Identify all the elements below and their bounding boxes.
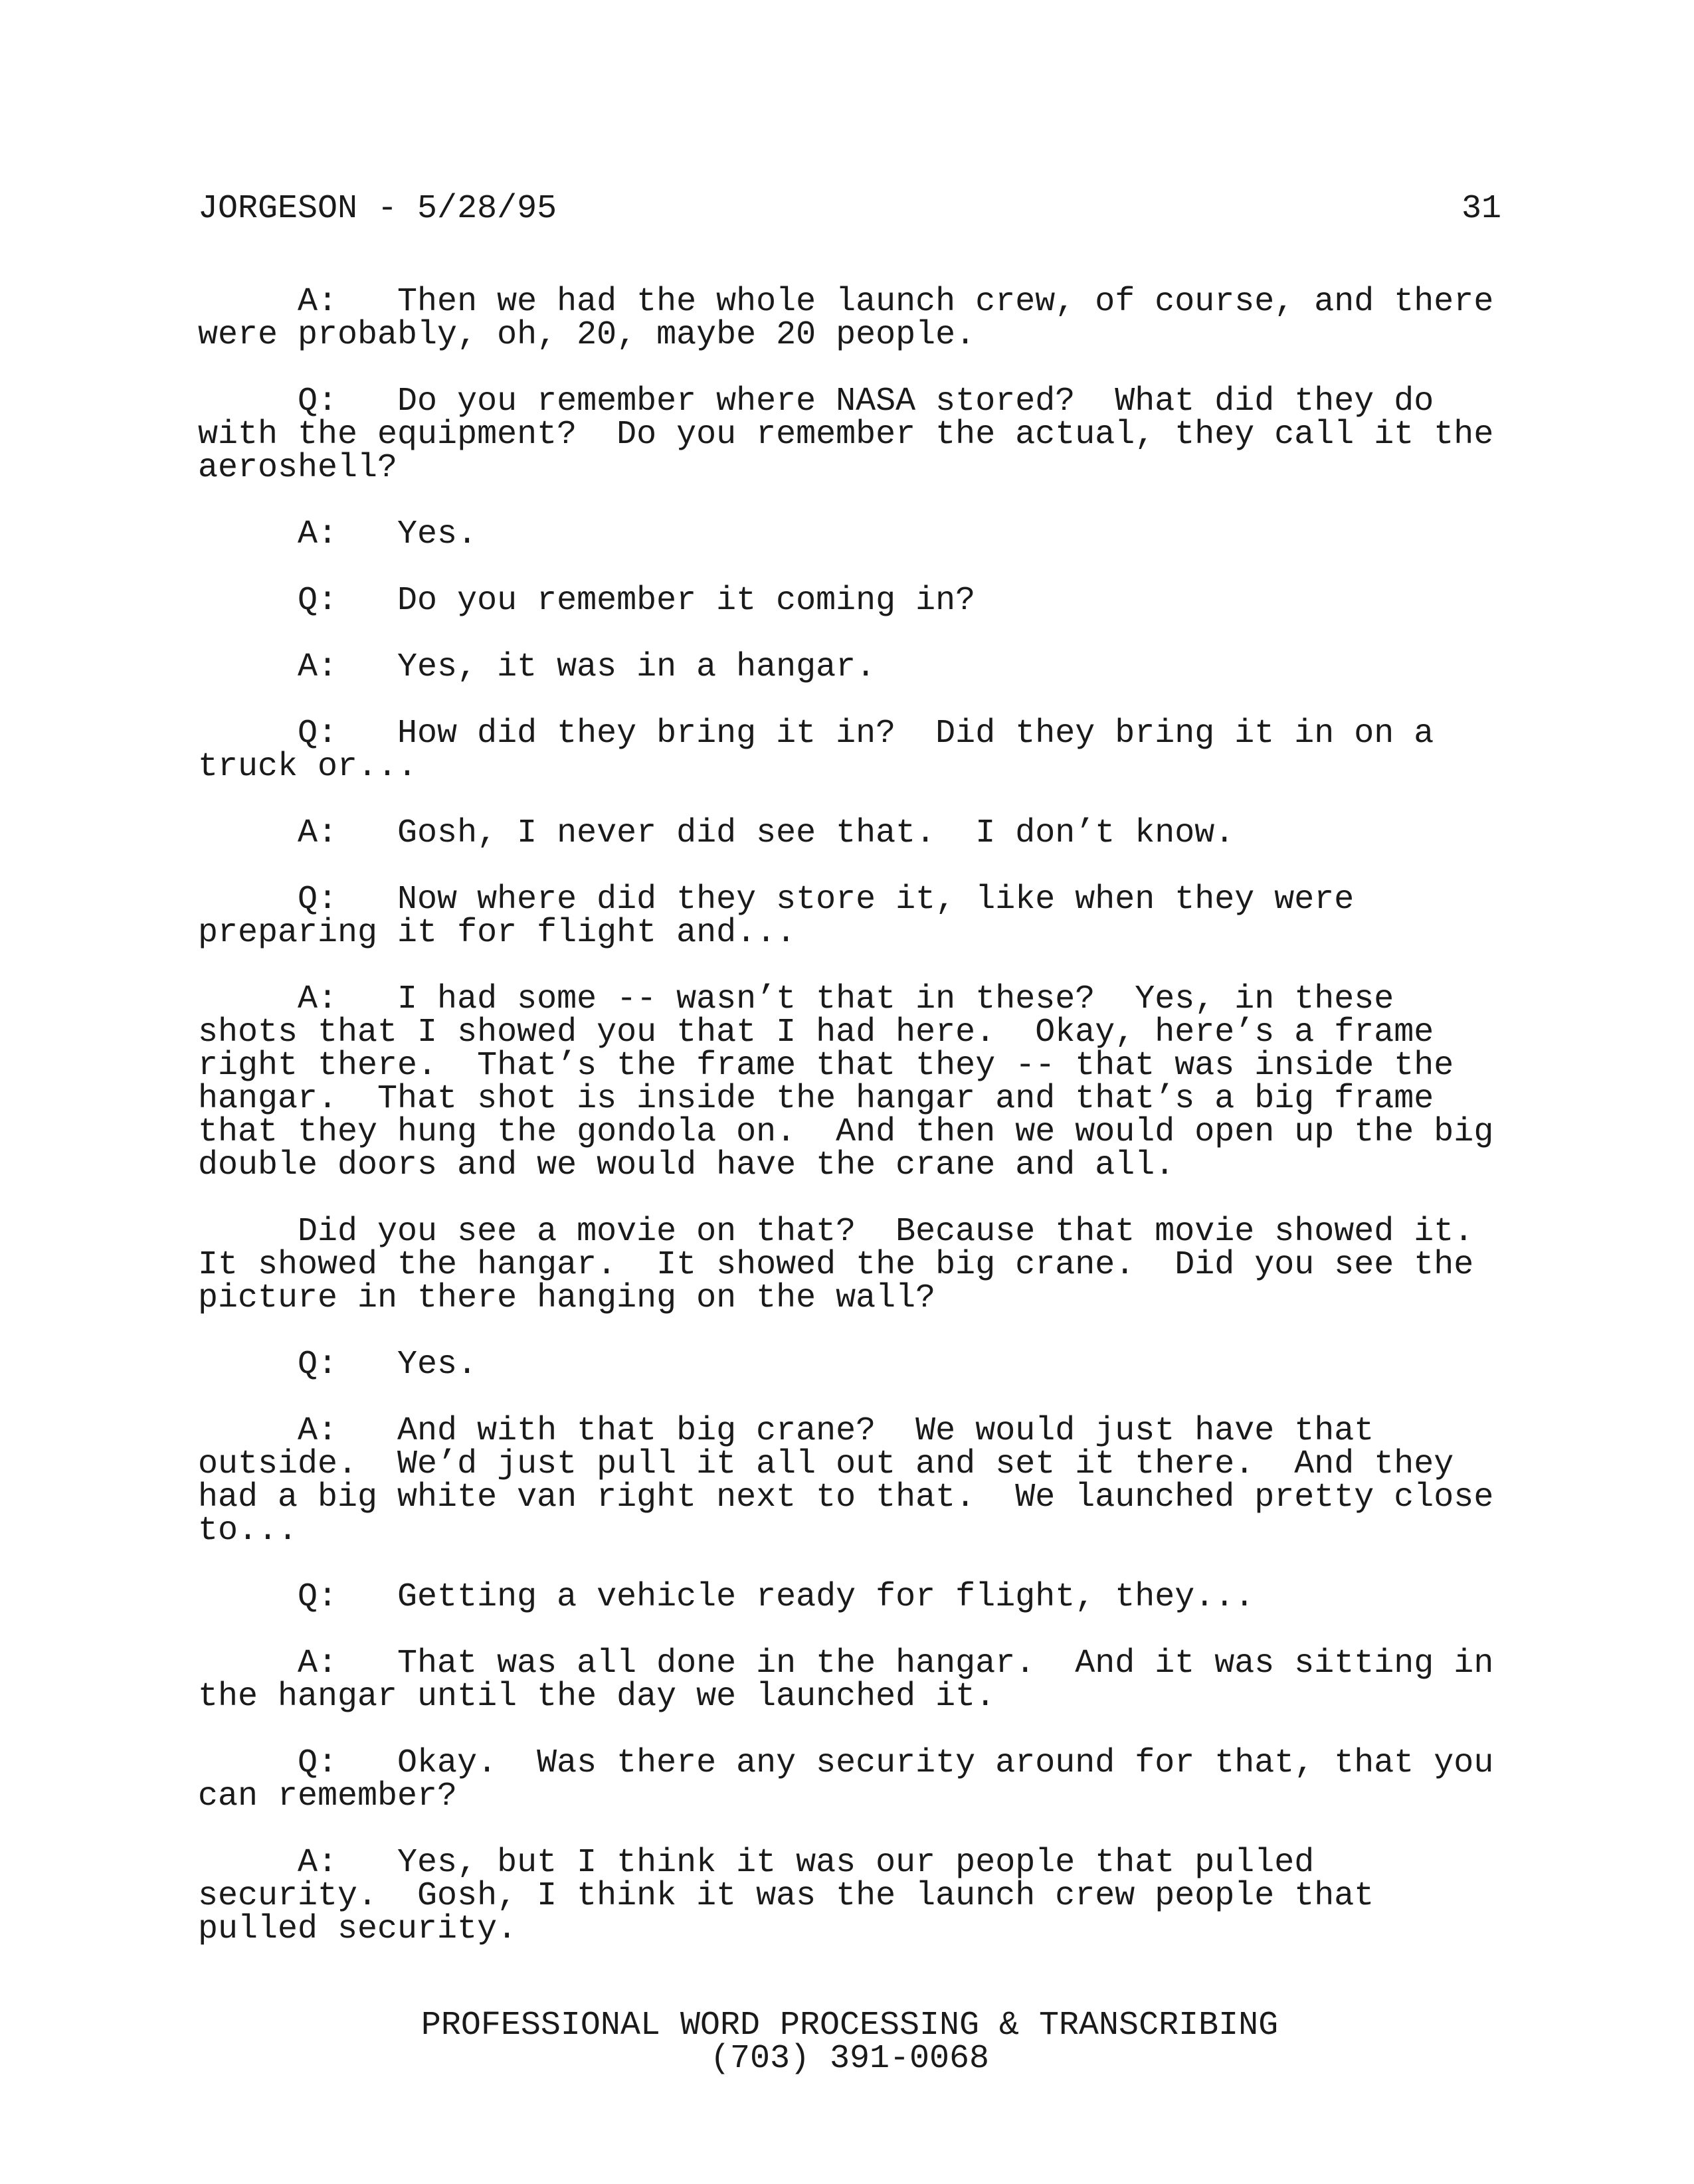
transcript-line: Q: Do you remember it coming in? bbox=[198, 582, 976, 620]
transcript-paragraph bbox=[198, 1744, 1501, 1815]
transcript-line: Did you see a movie on that? Because that movie showed it. bbox=[198, 1213, 1474, 1251]
transcript-paragraph bbox=[198, 385, 1501, 485]
page-number: 31 bbox=[1461, 190, 1501, 228]
transcript-paragraph bbox=[198, 1647, 1501, 1714]
transcript-paragraph bbox=[198, 1213, 1501, 1317]
transcript-line: Q: How did they bring it in? Did they bring it in on a bbox=[198, 715, 1434, 753]
transcript-line: Q: Getting a vehicle ready for flight, they... bbox=[198, 1578, 1255, 1616]
transcript-line: with the equipment? Do you remember the actual, they call it the bbox=[198, 416, 1494, 454]
header-title: JORGESON - 5/28/95 bbox=[198, 190, 557, 228]
transcript-line: pulled security. bbox=[198, 1910, 518, 1948]
transcript-line: the hangar until the day we launched it. bbox=[198, 1678, 996, 1716]
transcript-line: A: Yes. bbox=[198, 515, 478, 553]
page-footer bbox=[198, 2009, 1501, 2076]
transcript-line: preparing it for flight and... bbox=[198, 914, 797, 952]
transcript-line: outside. We’d just pull it all out and set it there. And they bbox=[198, 1445, 1454, 1483]
transcript-line: Q: Now where did they store it, like when they were bbox=[198, 881, 1355, 919]
transcript-line: Q: Do you remember where NASA stored? What did they do bbox=[198, 383, 1434, 420]
transcript-line: truck or... bbox=[198, 748, 418, 786]
transcript-paragraph bbox=[198, 582, 1501, 620]
transcript-paragraph bbox=[198, 283, 1501, 354]
transcript-line: right there. That’s the frame that they -- that was inside the bbox=[198, 1047, 1454, 1085]
transcript-paragraph bbox=[198, 717, 1501, 784]
transcript-paragraph bbox=[198, 1412, 1501, 1550]
transcript-paragraph bbox=[198, 648, 1501, 686]
transcript-line: had a big white van right next to that. We launched pretty close bbox=[198, 1479, 1494, 1516]
transcript-paragraph bbox=[198, 1844, 1501, 1948]
transcript-paragraph bbox=[198, 1348, 1501, 1382]
transcript-body bbox=[198, 283, 1501, 1979]
transcript-line: hangar. That shot is inside the hangar and that’s a big frame bbox=[198, 1080, 1434, 1118]
transcript-paragraph bbox=[198, 980, 1501, 1184]
transcript-paragraph bbox=[198, 814, 1501, 852]
transcript-line: security. Gosh, I think it was the launch crew people that bbox=[198, 1877, 1374, 1915]
transcript-line: A: Yes, but I think it was our people that pulled bbox=[198, 1844, 1315, 1882]
transcript-line: A: And with that big crane? We would just have that bbox=[198, 1412, 1374, 1450]
transcript-line: A: I had some -- wasn’t that in these? Yes, in these bbox=[198, 980, 1394, 1018]
transcript-line: Q: Yes. bbox=[198, 1346, 478, 1384]
transcript-line: picture in there hanging on the wall? bbox=[198, 1279, 936, 1317]
transcript-line: A: Yes, it was in a hangar. bbox=[198, 648, 876, 686]
transcript-paragraph bbox=[198, 515, 1501, 553]
transcript-line: Q: Okay. Was there any security around for that, that you bbox=[198, 1744, 1494, 1782]
transcript-line: were probably, oh, 20, maybe 20 people. bbox=[198, 316, 976, 354]
transcript-line: to... bbox=[198, 1512, 298, 1550]
transcript-line: A: Gosh, I never did see that. I don’t know. bbox=[198, 814, 1235, 852]
transcript-line: A: That was all done in the hangar. And it was sitting in bbox=[198, 1645, 1494, 1683]
transcript-line: can remember? bbox=[198, 1777, 458, 1815]
transcript-line: that they hung the gondola on. And then we would open up the big bbox=[198, 1113, 1494, 1151]
transcript-line: double doors and we would have the crane and all. bbox=[198, 1146, 1175, 1184]
transcript-paragraph bbox=[198, 883, 1501, 950]
transcript-line: A: Then we had the whole launch crew, of course, and there bbox=[198, 283, 1494, 321]
transcript-line: aeroshell? bbox=[198, 449, 398, 487]
page-header bbox=[198, 189, 1501, 229]
transcript-line: shots that I showed you that I had here. Okay, here’s a frame bbox=[198, 1014, 1434, 1051]
footer-phone: (703) 391-0068 bbox=[709, 2040, 990, 2078]
footer-company: PROFESSIONAL WORD PROCESSING & TRANSCRIBING bbox=[421, 2007, 1279, 2045]
transcript-line: It showed the hangar. It showed the big crane. Did you see the bbox=[198, 1246, 1474, 1284]
transcript-paragraph bbox=[198, 1578, 1501, 1616]
